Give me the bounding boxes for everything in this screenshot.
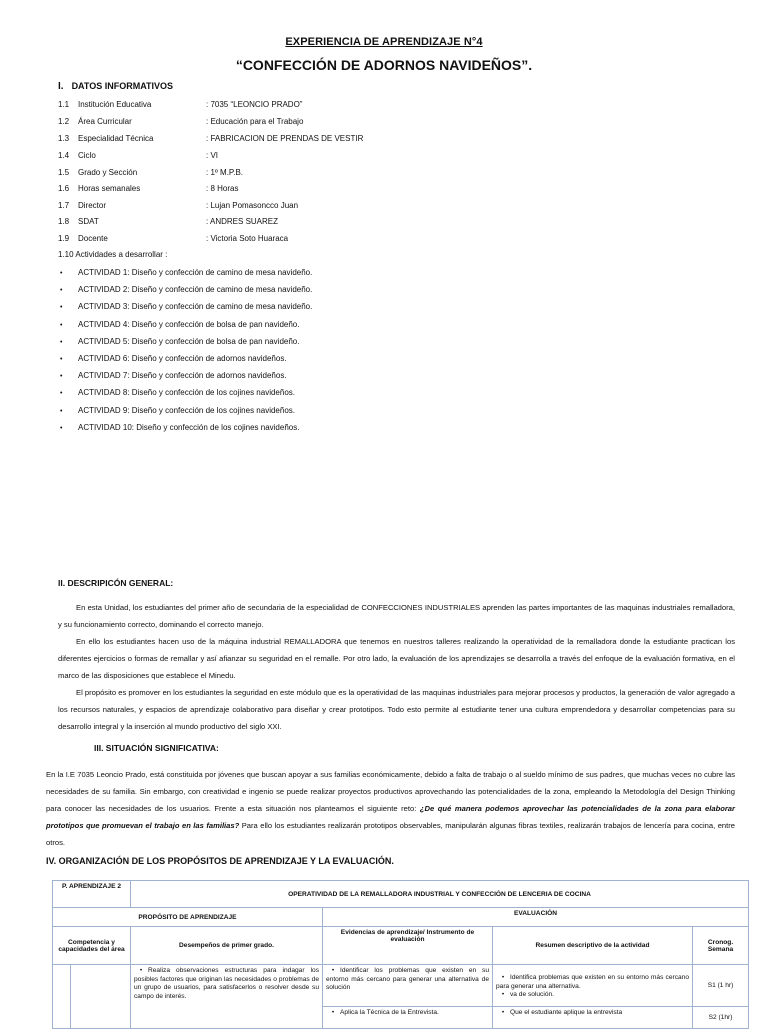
table-cell-resumen: • Identifica problemas que existen en su entorno más cercano para generar una alternativa. • va de solución.	[493, 965, 693, 1007]
section-2-paragraph-1: En esta Unidad, los estudiantes del primer año de secundaria de la especialidad de CONFECCIONES INDUSTRIALES aprenden las partes importantes de las maquinas industriales remalladora, y su funcionamiento correcto, dominando el correcto manejo.	[58, 603, 735, 629]
info-row-value: : Victoria Soto Huaraca	[206, 234, 289, 243]
section-3-paragraph	[46, 766, 735, 851]
activity-label: ACTIVIDAD 3: Diseño y confección de camino de mesa navideño.	[78, 302, 313, 312]
activity-label: ACTIVIDAD 1: Diseño y confección de camino de mesa navideño.	[78, 268, 313, 277]
info-row	[58, 150, 758, 162]
table-col-evidencias: Evidencias de aprendizaje/ Instrumento de evaluación	[323, 927, 493, 965]
bullet: •	[60, 304, 63, 312]
activity-label: ACTIVIDAD 5: Diseño y confección de bolsa de pan navideño.	[78, 336, 300, 346]
info-row-value: : FABRICACION DE PRENDAS DE VESTIR	[206, 134, 364, 143]
info-row-number: 1.5	[58, 168, 70, 177]
table-col-desempenos: Desempeños de primer grado.	[131, 927, 323, 965]
activity-label: ACTIVIDAD 8: Diseño y confección de los cojines navideños.	[78, 388, 295, 398]
activity-label: ACTIVIDAD 6: Diseño y confección de adornos navideños.	[78, 354, 287, 363]
bullet: •	[60, 373, 63, 381]
list-item	[60, 353, 287, 365]
table-cell-evidencia: • Aplica la Técnica de la Entrevista.	[323, 1007, 493, 1029]
activities-heading: 1.10 Actividades a desarrollar :	[58, 250, 168, 259]
section-3-text-a: En la I.E 7035 Leoncio Prado, está constituida por jóvenes que buscan apoyar a sus familias económicamente, debido a falta de trabajo o al sueldo mínimo de sus padres, que muchas veces no cubre las necesidades de su familia. Sin embargo, con creatividad e ingenio se puede realizar proyectos productivos aprovechando las potencialidades de la zona, empleando la Metodología del Design Thinking para conocer las necesidades de los usuarios. Frente a esta situación nos planteamos el siguiente reto:	[46, 770, 735, 813]
info-row	[58, 200, 758, 212]
bullet: •	[60, 424, 63, 432]
info-row-label: Institución Educativa	[78, 100, 152, 109]
section-3-challenge: ¿De qué manera podemos aprovechar las potencialidades de la zona para elaborar prototipos que promuevan el trabajo en las familias?	[46, 804, 735, 830]
bullet: •	[60, 390, 63, 398]
info-row-number: 1.6	[58, 184, 70, 193]
activity-label: ACTIVIDAD 10: Diseño y confección de los cojines navideños.	[78, 422, 300, 432]
document-title: EXPERIENCIA DE APRENDIZAJE N°4	[285, 36, 483, 48]
table-cell-desempeno: • Realiza observaciones estructuras para indagar los posibles factores que originan las necesidades o problemas de un grupo de usuarios, para satisfacerlos o resolver desde su campo de interés.	[131, 965, 323, 1029]
list-item	[60, 267, 312, 279]
table-p-aprendizaje: P. APRENDIZAJE 2	[53, 881, 131, 908]
info-row-label: Docente	[78, 234, 108, 243]
info-row-label: Área Curricular	[78, 117, 132, 126]
section-1-heading	[58, 81, 173, 92]
activity-label: ACTIVIDAD 2: Diseño y confección de camino de mesa navideño.	[78, 285, 313, 295]
info-row-label: SDAT	[78, 217, 99, 226]
info-row-value: : 8 Horas	[206, 184, 239, 193]
activity-label: ACTIVIDAD 7: Diseño y confección de adornos navideños.	[78, 371, 287, 381]
document-subtitle: “CONFECCIÓN DE ADORNOS NAVIDEÑOS”.	[235, 57, 533, 73]
bullet: •	[60, 321, 63, 329]
info-row-value: : 7035 “LEONCIO PRADO”	[206, 100, 303, 109]
list-item	[60, 422, 299, 434]
info-row-label: Ciclo	[78, 151, 96, 160]
section-2-heading: II. DESCRIPICÓN GENERAL:	[58, 578, 174, 588]
info-row	[58, 133, 758, 145]
info-row-number: 1.4	[58, 151, 70, 160]
table-cell-cronog: S1 (1 hr)	[693, 965, 749, 1007]
info-row	[58, 216, 758, 228]
info-row-label: Especialidad Técnica	[78, 134, 154, 143]
list-item	[60, 284, 312, 296]
table-col-resumen: Resumen descriptivo de la actividad	[493, 927, 693, 965]
info-row-number: 1.3	[58, 134, 70, 143]
bullet: •	[60, 270, 63, 277]
table-cell-resumen: • Que el estudiante aplique la entrevista	[493, 1007, 693, 1029]
info-row	[58, 116, 758, 128]
bullet: •	[331, 1009, 335, 1016]
table-row	[53, 965, 749, 1007]
section-3-heading: III. SITUACIÓN SIGNIFICATIVA:	[94, 743, 219, 753]
info-row-value: : Lujan Pomasoncco Juan	[206, 201, 299, 210]
bullet: •	[60, 407, 63, 415]
bullet: •	[60, 356, 63, 363]
info-row-number: 1.9	[58, 234, 70, 243]
table-col-competencia: Competencia y capacidades del área	[53, 927, 131, 965]
section-1-roman: I.	[58, 81, 64, 92]
section-4-heading: IV. ORGANIZACIÓN DE LOS PROPÓSITOS DE APRENDIZAJE Y LA EVALUACIÓN.	[46, 856, 394, 866]
section-2-paragraph-3: El propósito es promover en los estudiantes la seguridad en este módulo que es la operatividad de las maquinas industriales para mejorar procesos y productos, la generación de valor agregado a los recursos naturales, y espacios de aprendizaje colaborativo para diseñar y crear prototipos. Todo esto permite al estudiante tener una cultura emprendedora y desarrollar competencias para su desarrollo integral y la inserción al mundo productivo del siglo XXI.	[58, 688, 735, 731]
bullet: •	[501, 1009, 505, 1016]
activity-label: ACTIVIDAD 4: Diseño y confección de bolsa de pan navideño.	[78, 319, 300, 329]
table-cell-empty	[53, 965, 71, 1029]
section-1-title: DATOS INFORMATIVOS	[71, 81, 174, 91]
table-main-title: OPERATIVIDAD DE LA REMALLADORA INDUSTRIAL Y CONFECCIÓN DE LENCERIA DE COCINA	[131, 881, 749, 908]
bullet: •	[60, 338, 63, 346]
info-row	[58, 183, 758, 195]
info-row	[58, 99, 758, 111]
info-row-label: Grado y Sección	[78, 168, 138, 177]
activity-label: ACTIVIDAD 9: Diseño y confección de los cojines navideños.	[78, 405, 295, 415]
table-proposito-header: PROPÓSITO DE APRENDIZAJE	[53, 908, 323, 927]
table-evaluacion-header: EVALUACIÓN	[323, 908, 749, 927]
table-cell-evidencia: • Identificar los problemas que existen en su entorno más cercano para generar una alternativa de solución	[323, 965, 493, 1007]
info-row-number: 1.8	[58, 217, 70, 226]
info-row-number: 1.2	[58, 117, 70, 126]
table-cell-empty	[71, 965, 131, 1029]
list-item	[60, 301, 312, 313]
info-row-label: Director	[78, 201, 107, 210]
purpose-evaluation-table	[52, 880, 749, 1029]
info-row-label: Horas semanales	[78, 184, 141, 193]
table-col-cronog: Cronog. Semana	[693, 927, 749, 965]
info-row-value: : ANDRES SUAREZ	[206, 217, 279, 226]
table-cell-cronog: S2 (1hr)	[693, 1007, 749, 1029]
list-item	[60, 370, 287, 382]
info-row-value: : Educación para el Trabajo	[206, 117, 304, 126]
info-row-number: 1.1	[58, 100, 70, 109]
info-row-value: : 1º M.P.B.	[206, 168, 244, 177]
bullet: •	[60, 287, 63, 295]
info-row	[58, 233, 758, 245]
section-3-text-c: Para ello los estudiantes realizarán prototipos observables, manipularán algunas fibras textiles, realizarán trabajos de lencería para cocina, entre otros.	[46, 821, 735, 847]
bullet: •	[139, 967, 143, 974]
info-row-number: 1.7	[58, 201, 70, 210]
bullet: •	[501, 991, 505, 998]
list-item	[60, 387, 295, 399]
list-item	[60, 405, 295, 417]
section-2-paragraph-2: En ello los estudiantes hacen uso de la máquina industrial REMALLADORA que tenemos en nuestros talleres realizando la operatividad de la remalladora donde la estudiante practican los diferentes ejercicios o formas de remallar y así afianzar su seguridad en el remalle. Por otro lado, la evaluación de los aprendizajes se desarrolla a través del enfoque de la evaluación formativa, en el marco de las disposiciones que establece el Minedu.	[58, 637, 735, 680]
bullet: •	[501, 974, 505, 981]
list-item	[60, 336, 299, 348]
info-row-value: : VI	[206, 151, 219, 160]
list-item	[60, 319, 299, 331]
info-row	[58, 167, 758, 179]
bullet: •	[331, 967, 335, 974]
